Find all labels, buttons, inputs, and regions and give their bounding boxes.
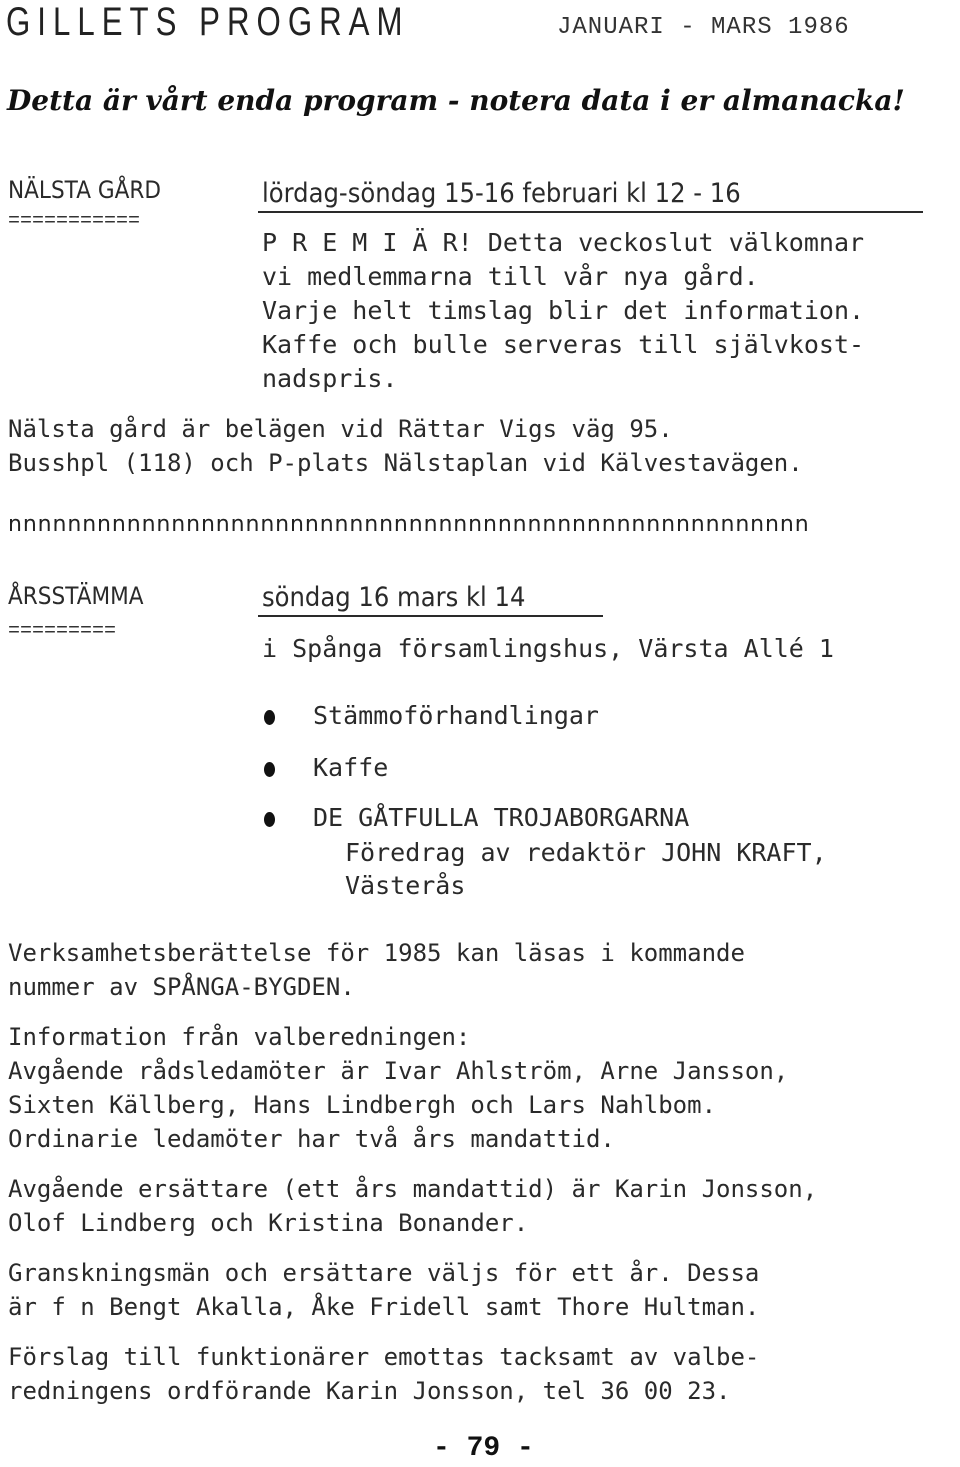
section1-date-underline (258, 211, 923, 213)
section2-date-underline (258, 615, 603, 617)
agenda-subline: Föredrag av redaktör JOHN KRAFT, (345, 838, 827, 867)
paragraph-line: är f n Bengt Akalla, Åke Fridell samt Thore Hultman. (8, 1293, 760, 1321)
section1-body-line: vi medlemmarna till vår nya gård. (262, 262, 759, 291)
paragraph-line: nummer av SPÅNGA-BYGDEN. (8, 973, 355, 1001)
bullet-icon (264, 762, 275, 777)
section2-place: i Spånga församlingshus, Värsta Allé 1 (262, 634, 834, 663)
section1-location-line: Busshpl (118) och P-plats Nälstaplan vid Kälvestavägen. (8, 449, 803, 477)
paragraph-line: Olof Lindberg och Kristina Bonander. (8, 1209, 529, 1237)
section1-body-line: P R E M I Ä R! Detta veckoslut välkomnar (262, 228, 865, 257)
paragraph-line: Förslag till funktionärer emottas tacksamt av valbe- (8, 1343, 760, 1371)
paragraph-line: Verksamhetsberättelse för 1985 kan läsas i kommande (8, 939, 745, 967)
section1-heading-rule: =========== (8, 210, 141, 233)
section1-date: lördag-söndag 15-16 februari kl 12 - 16 (262, 178, 741, 209)
section1-body-line: Kaffe och bulle serveras till självkost- (262, 330, 865, 359)
paragraph-line: Avgående rådsledamöter är Ivar Ahlström, Arne Jansson, (8, 1057, 789, 1085)
agenda-item: DE GÅTFULLA TROJABORGARNA (313, 803, 690, 832)
divider: nnnnnnnnnnnnnnnnnnnnnnnnnnnnnnnnnnnnnnnnnnnnnnnnnnnnnn (8, 512, 810, 537)
bullet-icon (264, 710, 275, 725)
paragraph-line: Information från valberedningen: (8, 1023, 471, 1051)
paragraph-line: redningens ordförande Karin Jonsson, tel 36 00 23. (8, 1377, 731, 1405)
paragraph-line: Sixten Källberg, Hans Lindbergh och Lars Nahlbom. (8, 1091, 717, 1119)
page-number: - 79 - (433, 1433, 534, 1464)
section1-location-line: Nälsta gård är belägen vid Rättar Vigs väg 95. (8, 415, 673, 443)
section1-heading: NÄLSTA GÅRD (8, 176, 161, 204)
agenda-item: Kaffe (313, 753, 389, 782)
handwritten-note: Detta är vårt enda program - notera data i er almanacka! (7, 84, 905, 117)
section1-body-line: nadspris. (262, 364, 398, 393)
page-title: GILLETS PROGRAM (6, 0, 410, 44)
paragraph-line: Granskningsmän och ersättare väljs för ett år. Dessa (8, 1259, 760, 1287)
bullet-icon (264, 812, 275, 827)
section1-body-line: Varje helt timslag blir det information. (262, 296, 865, 325)
agenda-item: Stämmoförhandlingar (313, 701, 599, 730)
section2-heading: ÅRSSTÄMMA (8, 582, 144, 610)
paragraph-line: Avgående ersättare (ett års mandattid) är Karin Jonsson, (8, 1175, 818, 1203)
period-label: JANUARI - MARS 1986 (557, 14, 850, 41)
paragraph-line: Ordinarie ledamöter har två års mandattid. (8, 1125, 615, 1153)
section2-date: söndag 16 mars kl 14 (262, 582, 526, 613)
agenda-subline: Västerås (345, 871, 466, 900)
section2-heading-rule: ========= (8, 620, 117, 643)
